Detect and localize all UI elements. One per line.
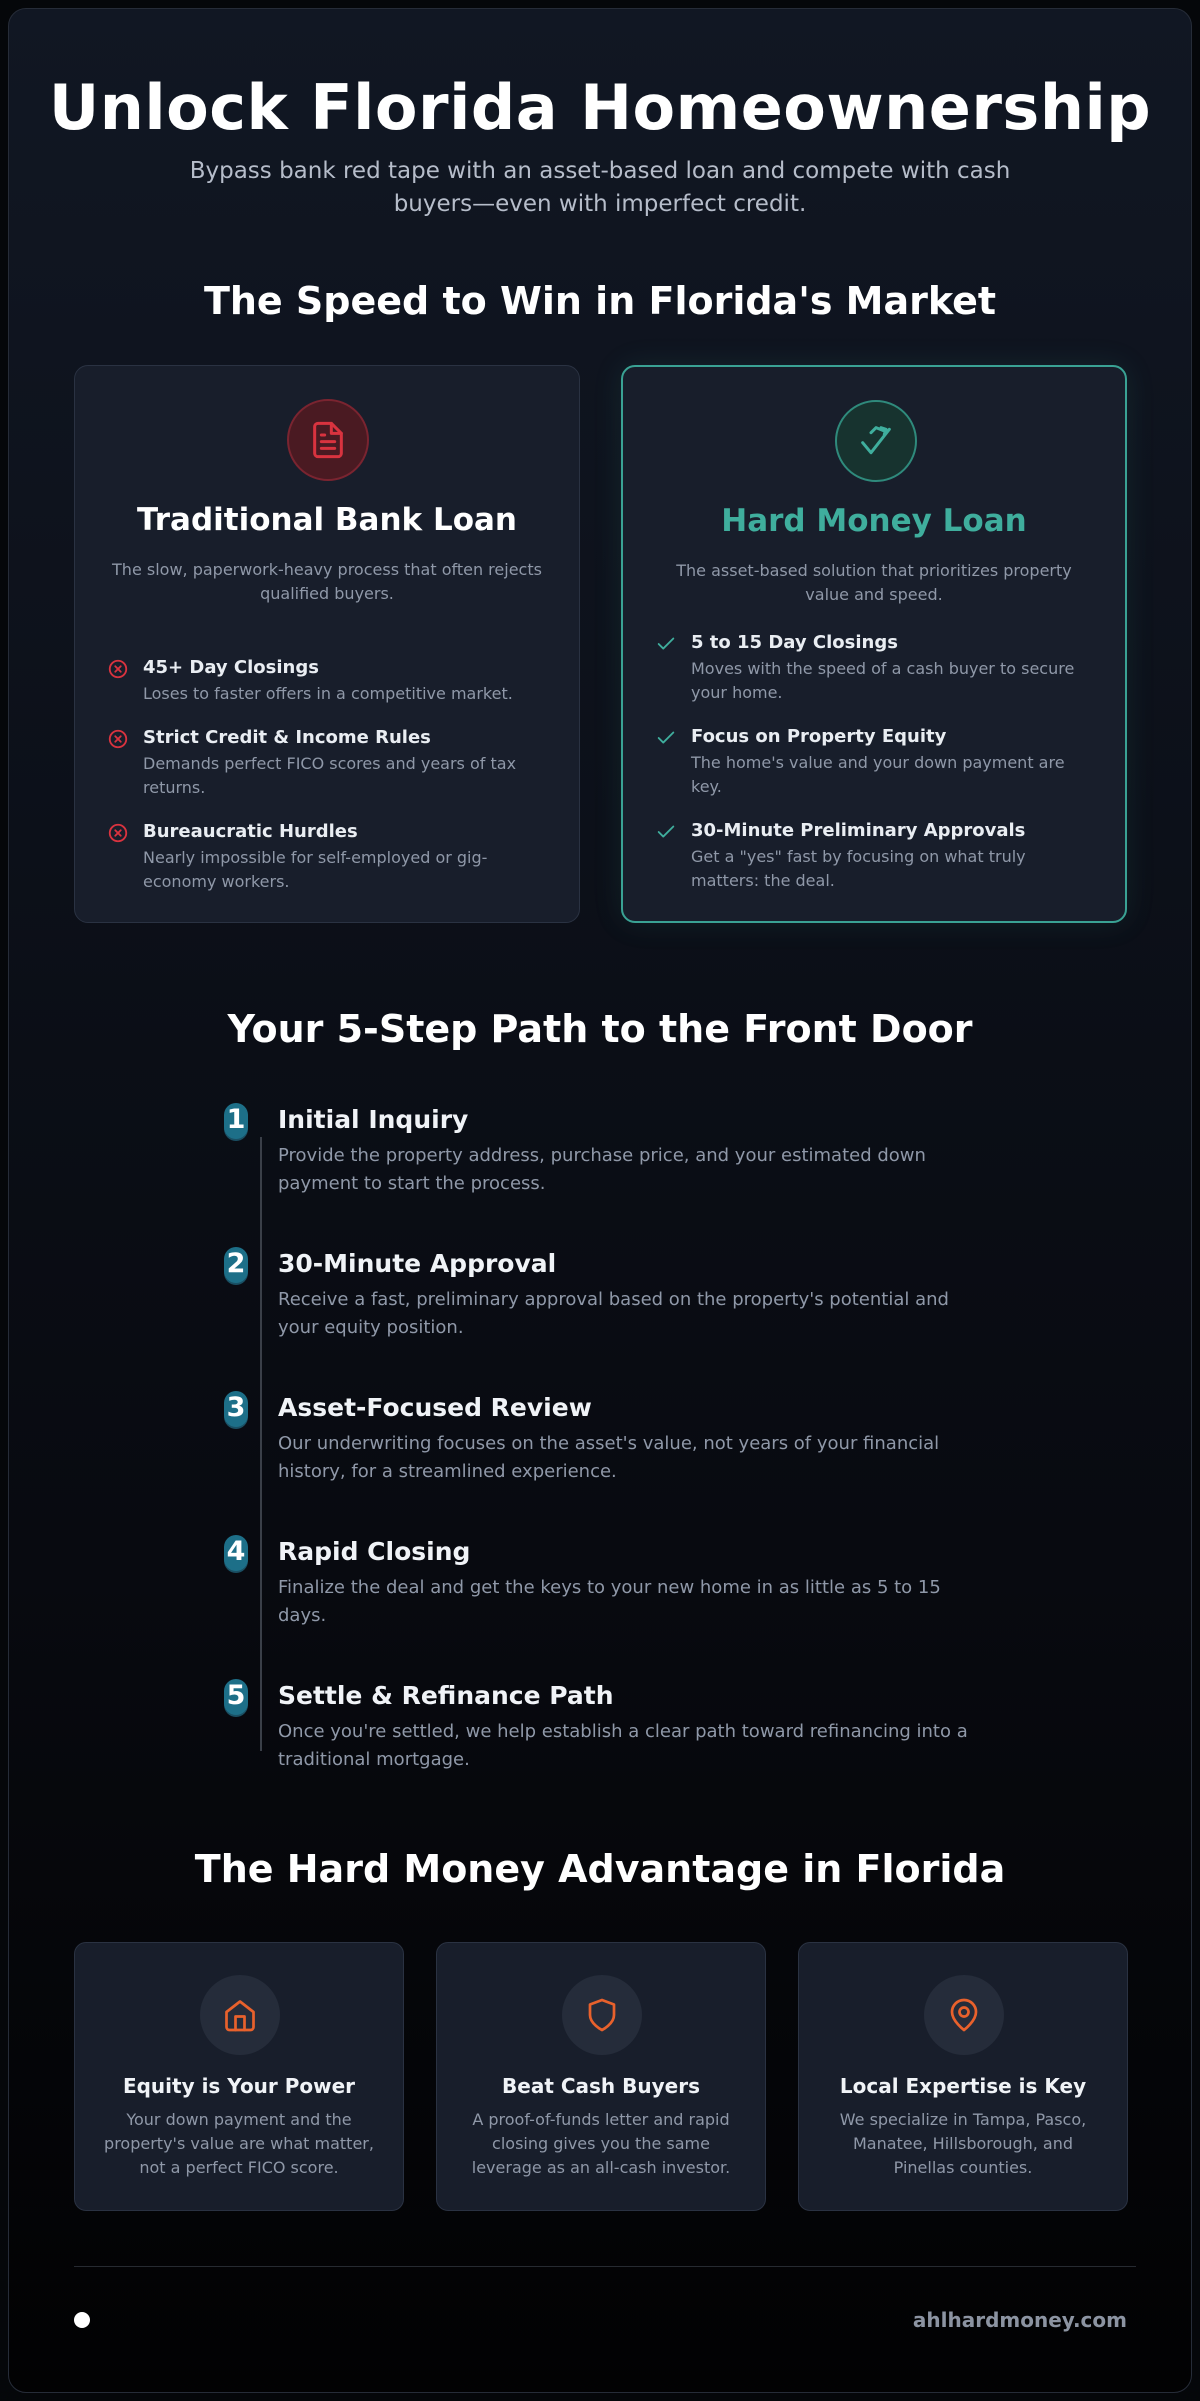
step-number: 1	[224, 1103, 248, 1139]
footer-divider	[74, 2266, 1136, 2267]
list-item-desc: Loses to faster offers in a competitive market.	[143, 684, 513, 703]
step-desc: Finalize the deal and get the keys to your new home in as little as 5 to 15 days.	[278, 1577, 941, 1626]
x-circle-icon	[107, 728, 129, 750]
hard-money-list	[655, 631, 1095, 913]
list-item	[107, 726, 549, 800]
x-circle-icon	[107, 822, 129, 844]
check-icon	[655, 821, 677, 843]
list-item	[107, 820, 549, 894]
step-number: 5	[224, 1679, 248, 1715]
step-title: 30-Minute Approval	[278, 1249, 557, 1278]
page-frame	[8, 8, 1192, 2393]
list-item-desc: The home's value and your down payment are key.	[691, 753, 1065, 796]
step-title: Asset-Focused Review	[278, 1393, 592, 1422]
step-title: Settle & Refinance Path	[278, 1681, 614, 1710]
advantage-card	[798, 1942, 1128, 2211]
bank-loan-description: The slow, paperwork-heavy process that often rejects qualified buyers.	[112, 560, 542, 603]
step-title: Initial Inquiry	[278, 1105, 469, 1134]
step-desc: Receive a fast, preliminary approval based on the property's potential and your equity position.	[278, 1289, 949, 1338]
list-item-title: Bureaucratic Hurdles	[143, 821, 358, 842]
bank-loan-list	[107, 656, 549, 914]
step-title: Rapid Closing	[278, 1537, 471, 1566]
step-number: 2	[224, 1247, 248, 1283]
advantage-title: Local Expertise is Key	[839, 2074, 1087, 2098]
bank-loan-title: Traditional Bank Loan	[137, 502, 517, 538]
advantages-section-title: The Hard Money Advantage in Florida	[194, 1847, 1006, 1891]
hero-title: Unlock Florida Homeownership	[48, 71, 1152, 144]
list-item	[107, 656, 549, 706]
advantage-desc: Your down payment and the property's value are what matter, not a perfect FICO score.	[104, 2110, 374, 2177]
advantage-title: Equity is Your Power	[122, 2074, 356, 2098]
list-item	[655, 819, 1095, 893]
step-desc: Our underwriting focuses on the asset's value, not years of your financial history, for a streamlined experience.	[278, 1433, 940, 1482]
steps-section-title: Your 5-Step Path to the Front Door	[227, 1007, 973, 1051]
advantage-desc: A proof-of-funds letter and rapid closing gives you the same leverage as an all-cash investor.	[471, 2110, 731, 2177]
list-item-title: 5 to 15 Day Closings	[691, 632, 898, 653]
list-item	[655, 725, 1095, 799]
check-icon	[655, 727, 677, 749]
hard-money-title: Hard Money Loan	[721, 503, 1027, 539]
shield-icon	[562, 1975, 642, 2055]
footer-brand-link[interactable]: ahlhardmoney.com	[912, 2308, 1127, 2332]
check-icon	[655, 633, 677, 655]
step-desc: Once you're settled, we help establish a clear path toward refinancing into a traditional mortgage.	[278, 1721, 968, 1770]
list-item-desc: Get a "yes" fast by focusing on what truly matters: the deal.	[691, 847, 1026, 890]
step-desc: Provide the property address, purchase price, and your estimated down payment to start the process.	[278, 1145, 926, 1194]
document-icon	[287, 399, 369, 481]
list-item-desc: Demands perfect FICO scores and years of tax returns.	[143, 754, 517, 797]
step-number: 4	[224, 1535, 248, 1571]
comparison-section-title: The Speed to Win in Florida's Market	[203, 279, 997, 323]
map-pin-icon	[924, 1975, 1004, 2055]
advantage-desc: We specialize in Tampa, Pasco, Manatee, Hillsborough, and Pinellas counties.	[839, 2110, 1087, 2177]
list-item-title: Focus on Property Equity	[691, 726, 947, 747]
footer-logo-dot	[74, 2312, 90, 2328]
x-circle-icon	[107, 658, 129, 680]
hard-money-card	[621, 365, 1127, 923]
list-item	[655, 631, 1095, 705]
list-item-title: Strict Credit & Income Rules	[143, 727, 431, 748]
list-item-title: 45+ Day Closings	[143, 657, 319, 678]
advantage-card	[74, 1942, 404, 2211]
steps-timeline	[219, 1099, 999, 1799]
step-number: 3	[224, 1391, 248, 1427]
list-item-title: 30-Minute Preliminary Approvals	[691, 820, 1026, 841]
home-icon	[200, 1975, 280, 2055]
timeline-line	[260, 1137, 262, 1751]
advantage-card	[436, 1942, 766, 2211]
list-item-desc: Moves with the speed of a cash buyer to secure your home.	[691, 659, 1075, 702]
bank-loan-card	[74, 365, 580, 923]
hero-subtitle: Bypass bank red tape with an asset-based loan and compete with cash buyers—even with imperfect credit.	[189, 158, 1011, 217]
hard-money-description: The asset-based solution that prioritizes property value and speed.	[676, 561, 1072, 604]
rocket-icon	[835, 400, 917, 482]
list-item-desc: Nearly impossible for self-employed or gig-economy workers.	[143, 848, 488, 891]
advantage-title: Beat Cash Buyers	[502, 2074, 700, 2098]
